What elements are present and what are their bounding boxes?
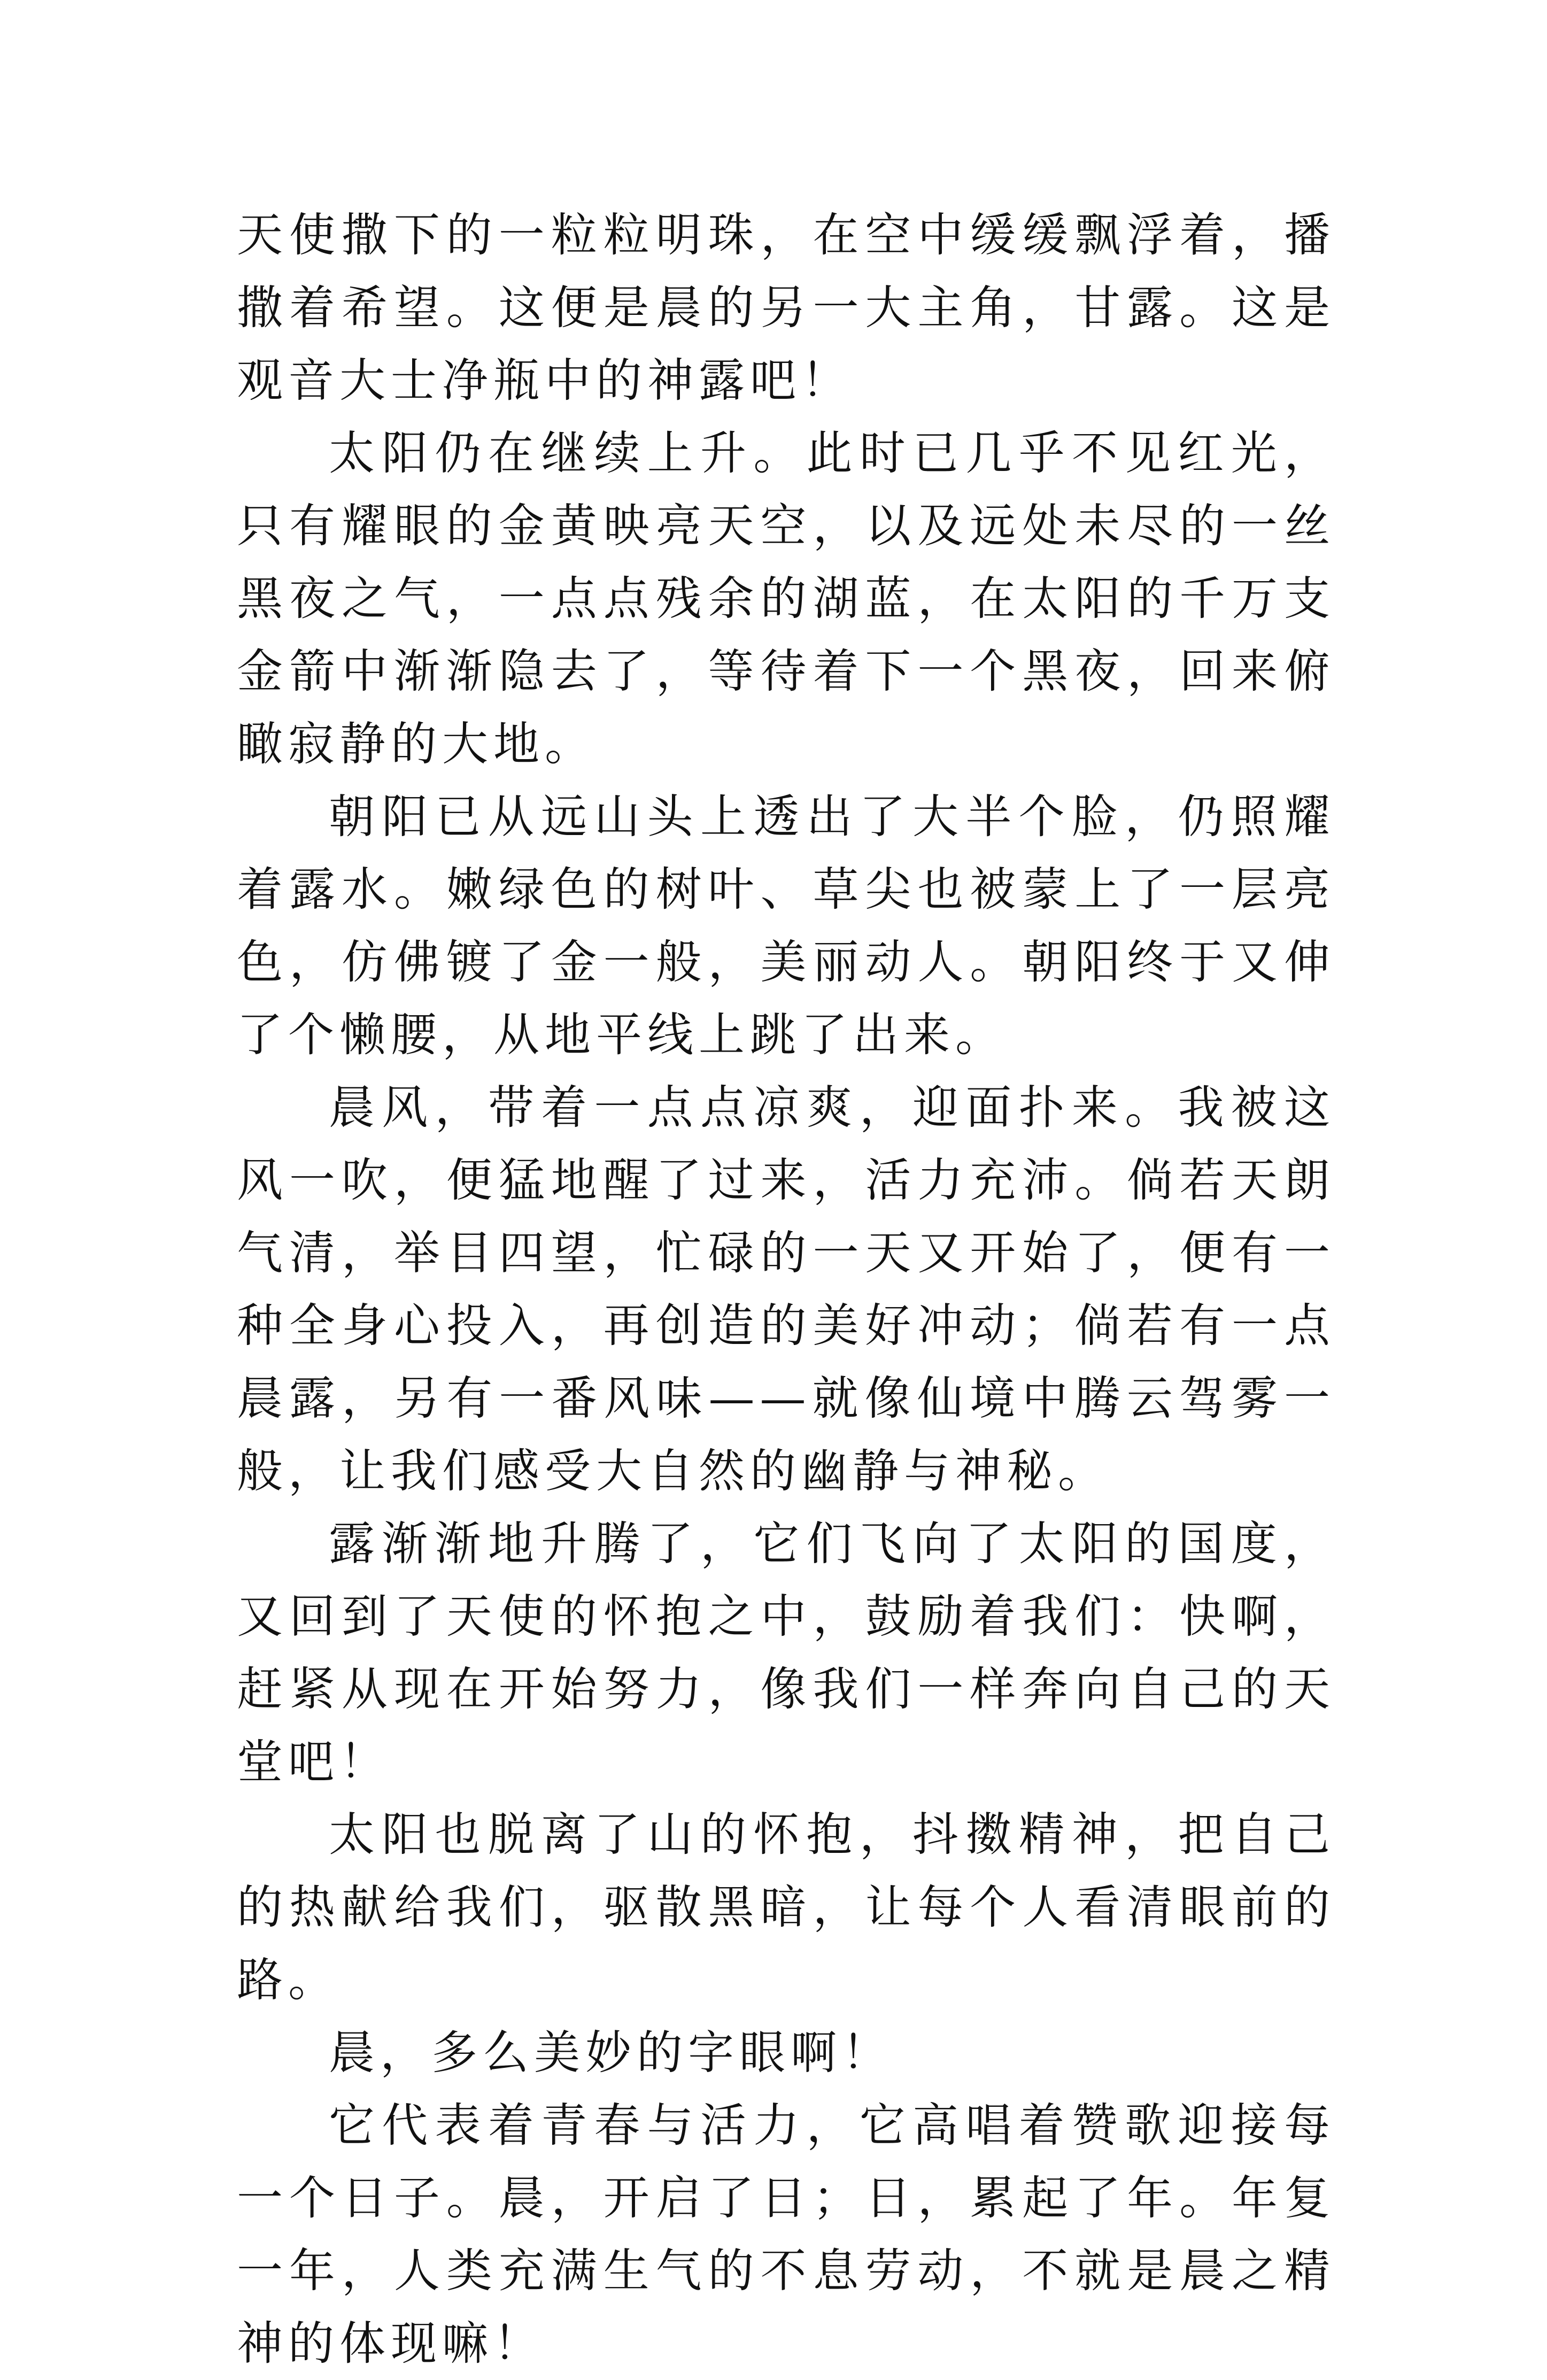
paragraph-8: 它代表着青春与活力，它高唱着赞歌迎接每一个日子。晨，开启了日；日，累起了年。年复一年，人类充满生气的不息劳动，不就是晨之精神的体现嘛！	[237, 2099, 1335, 2370]
body-text	[237, 199, 1335, 2380]
paragraph-7: 晨，多么美妙的字眼啊！	[329, 2026, 893, 2080]
paragraph-3: 朝阳已从远山头上透出了大半个脸，仍照耀着露水。嫩绿色的树叶、草尖也被蒙上了一层亮色，仿佛镀了金一般，美丽动人。朝阳终于又伸了个懒腰，从地平线上跳了出来。	[237, 790, 1335, 1062]
paragraph-1: 天使撒下的一粒粒明珠，在空中缓缓飘浮着，播撒着希望。这便是晨的另一大主角，甘露。这是观音大士净瓶中的神露吧！	[237, 208, 1335, 407]
paragraph-6: 太阳也脱离了山的怀抱，抖擞精神，把自己的热献给我们，驱散黑暗，让每个人看清眼前的路。	[237, 1808, 1335, 2007]
paragraph-4: 晨风，带着一点点凉爽，迎面扑来。我被这风一吹，便猛地醒了过来，活力充沛。倘若天朗气清，举目四望，忙碌的一天又开始了，便有一种全身心投入，再创造的美好冲动；倘若有一点晨露，另有一番风味——就像仙境中腾云驾雾一般，让我们感受大自然的幽静与神秘。	[237, 1081, 1335, 1498]
paragraph-2: 太阳仍在继续上升。此时已几乎不见红光，只有耀眼的金黄映亮天空，以及远处未尽的一丝黑夜之气，一点点残余的湖蓝，在太阳的千万支金箭中渐渐隐去了，等待着下一个黑夜，回来俯瞰寂静的大地。	[237, 427, 1335, 771]
paragraph-5: 露渐渐地升腾了，它们飞向了太阳的国度，又回到了天使的怀抱之中，鼓励着我们：快啊，赶紧从现在开始努力，像我们一样奔向自己的天堂吧！	[237, 1517, 1335, 1789]
